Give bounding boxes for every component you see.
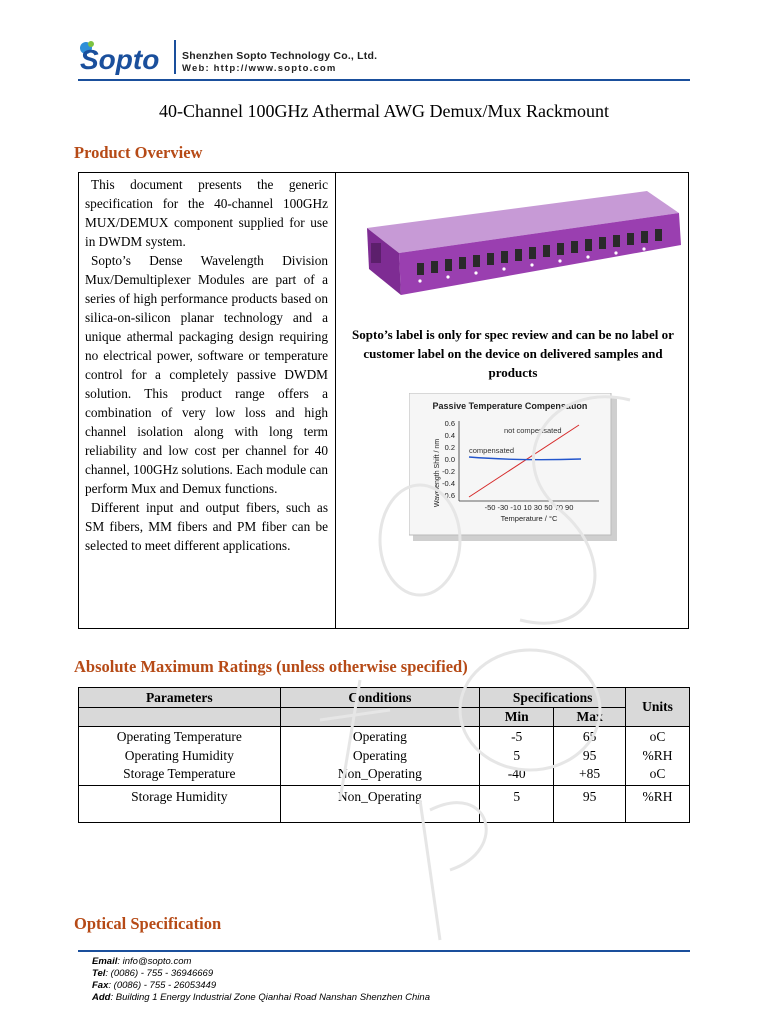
- overview-paragraph: Different input and output fibers, such as SM fibers, MM fibers and PM fiber can be selected to meet different applications.: [85, 500, 328, 553]
- cell-cond: Operating: [280, 727, 480, 747]
- label-compensated: compensated: [469, 446, 515, 455]
- cell-max: +85: [554, 766, 626, 786]
- ytick: -0.2: [442, 467, 455, 476]
- cell-param: Storage Humidity: [79, 786, 281, 823]
- overview-paragraph: This document presents the generic specification for the 40-channel 100GHz MUX/DEMUX component supplied for use in DWDM system.: [85, 177, 328, 249]
- cell-cond: Non_Operating: [280, 786, 480, 823]
- table-row: [79, 766, 690, 786]
- header-rule: [78, 79, 690, 81]
- col-conditions: Conditions: [280, 688, 480, 708]
- col-parameters-sub: [79, 708, 281, 727]
- cell-max: 95: [554, 747, 626, 766]
- ytick: 0.6: [444, 419, 455, 428]
- graph-title: Passive Temperature Compensation: [432, 401, 588, 411]
- document-title: 40-Channel 100GHz Athermal AWG Demux/Mux Rackmount: [159, 101, 609, 121]
- page-header: [78, 36, 690, 78]
- label-note: Sopto’s label is only for spec review and can be no label or customer label on the device on delivered samples and products: [352, 327, 674, 380]
- cell-param: Storage Temperature: [79, 766, 281, 786]
- section-heading-optical: Optical Specification: [74, 914, 222, 933]
- ytick: 0.0: [444, 455, 455, 464]
- cell-min: 5: [480, 747, 554, 766]
- cell-param: Operating Temperature: [79, 727, 281, 747]
- header-divider: [174, 40, 176, 74]
- section-heading-overview: Product Overview: [74, 143, 203, 162]
- col-conditions-sub: [280, 708, 480, 727]
- table-row: [79, 786, 690, 823]
- table-row: [79, 727, 690, 747]
- email-link[interactable]: : info@sopto.com: [117, 956, 192, 967]
- ytick: -0.6: [442, 491, 455, 500]
- ytick: 0.4: [444, 431, 455, 440]
- overview-box: [78, 172, 689, 629]
- col-min: Min: [480, 708, 554, 727]
- col-units: Units: [626, 688, 690, 727]
- cell-unit: %RH: [626, 747, 690, 766]
- cell-max: 95: [554, 786, 626, 823]
- label-not-compensated: not compensated: [504, 426, 562, 435]
- ytick: 0.2: [444, 443, 455, 452]
- col-specifications: Specifications: [480, 688, 626, 708]
- ytick: -0.4: [442, 479, 455, 488]
- col-max: Max: [554, 708, 626, 727]
- table-row: [79, 747, 690, 766]
- ratings-table: [78, 687, 690, 823]
- cell-min: -5: [480, 727, 554, 747]
- footer-address: Add: Building 1 Energy Industrial Zone Qianhai Road Nanshan Shenzhen China: [92, 992, 430, 1003]
- cell-unit: %RH: [626, 786, 690, 823]
- section-heading-ratings: Absolute Maximum Ratings (unless otherwise specified): [74, 657, 468, 676]
- footer-email: Email: info@sopto.com: [92, 956, 192, 967]
- cell-min: 5: [480, 786, 554, 823]
- page-footer: [92, 956, 430, 1004]
- company-web[interactable]: Web: http://www.sopto.com: [182, 63, 337, 74]
- footer-tel: Tel: (0086) - 755 - 36946669: [92, 968, 214, 979]
- graph-ylabel: Wavelength Shift / nm: [434, 438, 441, 508]
- cell-cond: Operating: [280, 747, 480, 766]
- cell-min: -40: [480, 766, 554, 786]
- footer-fax: Fax: (0086) - 755 - 26053449: [92, 980, 217, 991]
- col-parameters: Parameters: [79, 688, 281, 708]
- graph-xticks: -50 -30 -10 10 30 50 70 90: [484, 503, 574, 512]
- graph-xlabel: Temperature / °C: [500, 514, 558, 523]
- company-name: Shenzhen Sopto Technology Co., Ltd.: [182, 50, 378, 62]
- overview-paragraph: Sopto’s Dense Wavelength Division Mux/Demultiplexer Modules are part of a series of high performance products based on silica-on-silicon planar technology and a unique athermal packaging design requiring no electrical power, software or temperature control for a completely passive DWDM solution. This product range offers a combination of very low loss and high channel isolation along with long term reliability and low cost per channel for 40 channel, 100GHz solutions. Each module can perform Mux and Demux functions.: [85, 253, 328, 496]
- cell-unit: oC: [626, 727, 690, 747]
- logo-text: Sopto: [80, 44, 160, 75]
- cell-cond: Non_Operating: [280, 766, 480, 786]
- overview-text: [85, 175, 328, 555]
- rackmount-device-image: [347, 183, 687, 303]
- cell-param: Operating Humidity: [79, 747, 281, 766]
- sopto-logo: [78, 36, 170, 78]
- temperature-compensation-graph: [409, 393, 619, 543]
- cell-unit: oC: [626, 766, 690, 786]
- footer-rule: [78, 950, 690, 952]
- overview-column-divider: [335, 173, 336, 628]
- cell-max: 65: [554, 727, 626, 747]
